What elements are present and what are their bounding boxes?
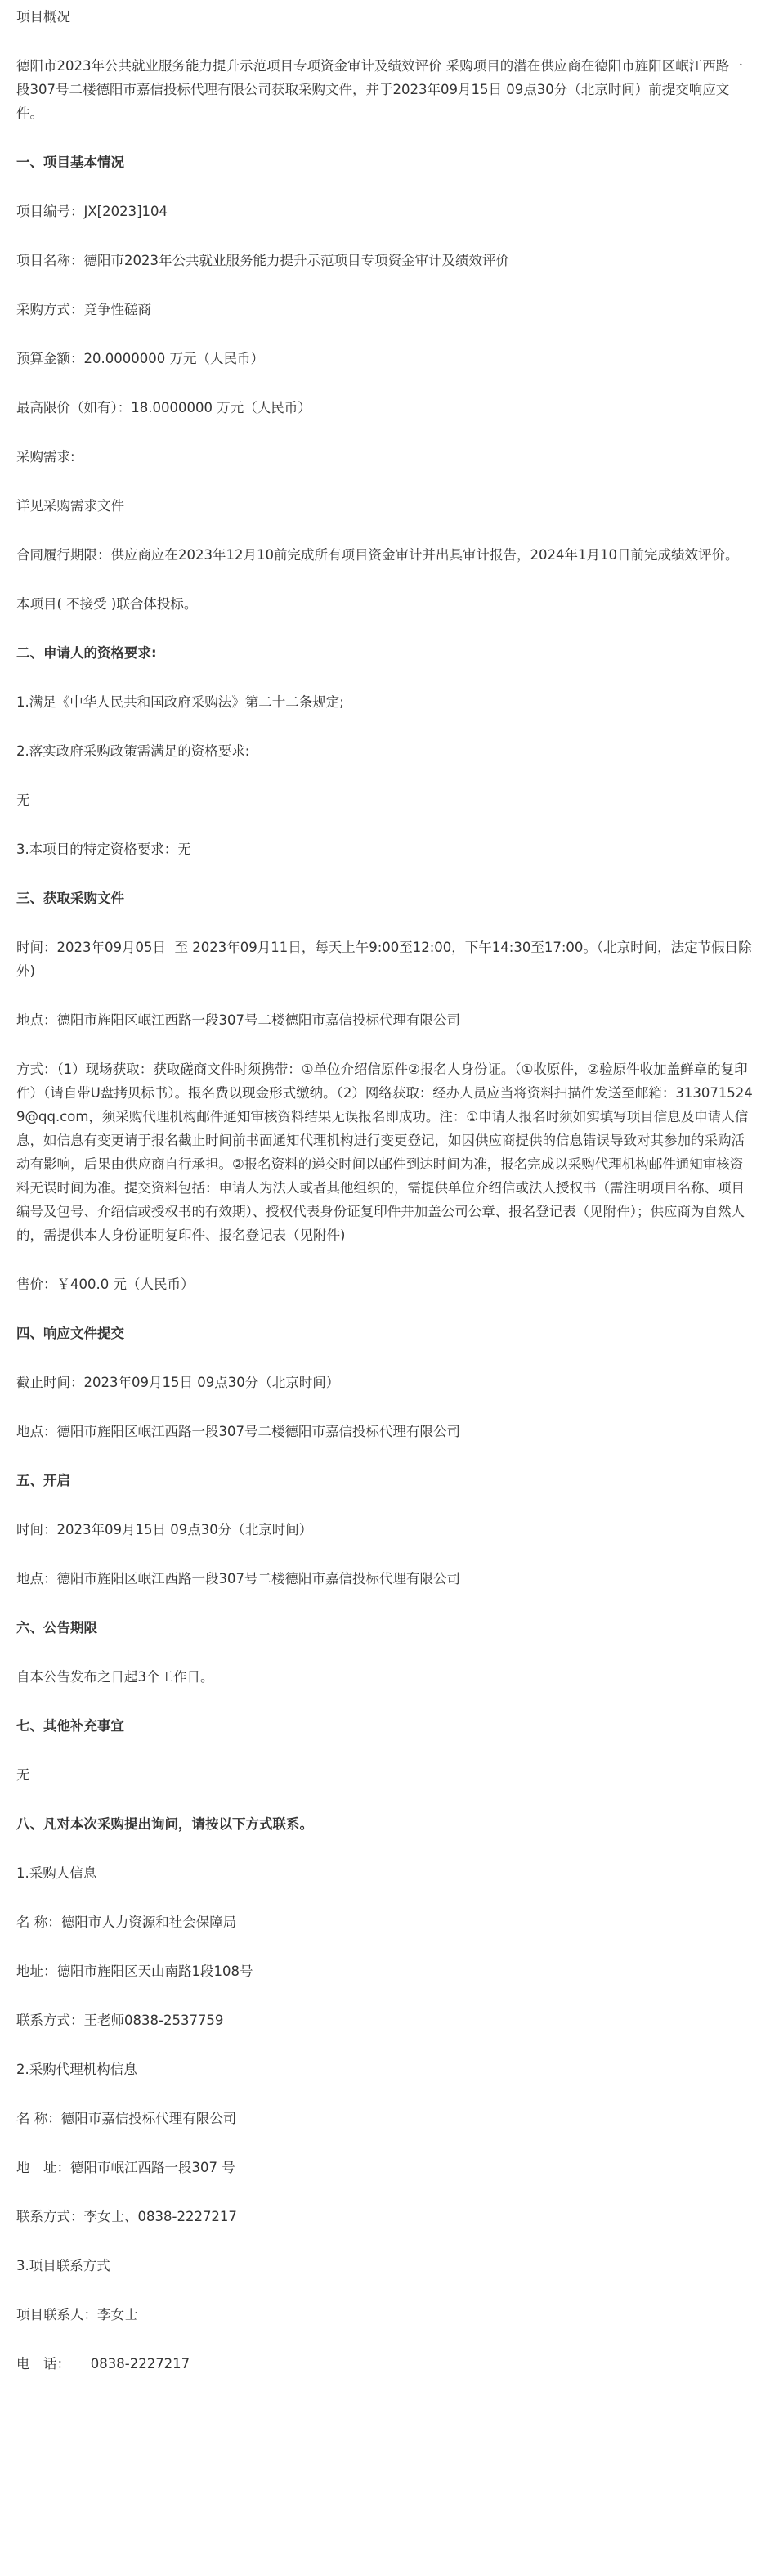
qualification-item-2-value: 无: [16, 792, 30, 808]
supplementary-text: 无: [16, 1767, 30, 1783]
purchaser-title: 1.采购人信息: [16, 1865, 97, 1881]
agency-address: 地 址：德阳市岷江西路一段307 号: [16, 2160, 235, 2175]
section-1-heading: 一、项目基本情况: [16, 155, 124, 170]
qualification-item-1: 1.满足《中华人民共和国政府采购法》第二十二条规定;: [16, 694, 344, 710]
acquisition-time: 时间：2023年09月05日 至 2023年09月11日，每天上午9:00至12:00，下午14:30至17:00。（北京时间，法定节假日除外): [16, 940, 752, 979]
consortium-note: 本项目( 不接受 )联合体投标。: [16, 596, 198, 612]
max-price: 最高限价（如有）：18.0000000 万元（人民币）: [16, 400, 311, 415]
qualification-item-2: 2.落实政府采购政策需满足的资格要求:: [16, 743, 250, 759]
overview-text: 德阳市2023年公共就业服务能力提升示范项目专项资金审计及绩效评价 采购项目的潜在供应商在德阳市旌阳区岷江西路一段307号二楼德阳市嘉信投标代理有限公司获取采购文件，并于2023年09月15日 09点30分（北京时间）前提交响应文件。: [16, 58, 743, 121]
overview-heading: 项目概况: [16, 9, 70, 25]
agency-title: 2.采购代理机构信息: [16, 2062, 137, 2077]
agency-contact: 联系方式：李女士、0838-2227217: [16, 2209, 237, 2224]
announcement-page: [0, 5, 770, 2376]
section-7-heading: 七、其他补充事宜: [16, 1718, 124, 1734]
project-contact-title: 3.项目联系方式: [16, 2258, 110, 2273]
budget-amount: 预算金额：20.0000000 万元（人民币）: [16, 351, 264, 366]
contract-period: 合同履行期限：供应商应在2023年12月10前完成所有项目资金审计并出具审计报告，2024年1月10日前完成绩效评价。: [16, 547, 739, 563]
acquisition-method: 方式：（1）现场获取：获取磋商文件时须携带：①单位介绍信原件②报名人身份证。（①收原件，②验原件收加盖鲜章的复印件）（请自带U盘拷贝标书）。报名费以现金形式缴纳。（2）网络获取：经办人员应当将资料扫描件发送至邮箱：3130715249@qq.com，须采购代理机构邮件通知审核资料结果无误报名即成功。注：①申请人报名时须如实填写项目信息及申请人信息，如信息有变更请于报名截止时间前书面通知代理机构进行变更登记，如因供应商提供的信息错误导致对其参加的采购活动有影响，后果由供应商自行承担。②报名资料的递交时间以邮件到达时间为准，报名完成以采购代理机构邮件通知审核资料无误时间为准。提交资料包括：申请人为法人或者其他组织的，需提供单位介绍信或法人授权书（需注明项目名称、项目编号及包号、介绍信或授权书的有效期）、授权代表身份证复印件并加盖公司公章、报名登记表（见附件）；供应商为自然人的，需提供本人身份证明复印件、报名登记表（见附件): [16, 1061, 753, 1243]
section-5-heading: 五、开启: [16, 1473, 70, 1488]
document-price: 售价：￥400.0 元（人民币）: [16, 1277, 195, 1292]
opening-place: 地点：德阳市旌阳区岷江西路一段307号二楼德阳市嘉信投标代理有限公司: [16, 1571, 460, 1586]
section-2-heading: 二、申请人的资格要求:: [16, 645, 157, 661]
project-name: 项目名称：德阳市2023年公共就业服务能力提升示范项目专项资金审计及绩效评价: [16, 253, 509, 268]
project-number: 项目编号：JX[2023]104: [16, 204, 168, 219]
demand-text: 详见采购需求文件: [16, 498, 124, 514]
agency-name: 名 称：德阳市嘉信投标代理有限公司: [16, 2111, 237, 2126]
contact-phone: 电 话： 0838-2227217: [16, 2356, 190, 2372]
notice-period: 自本公告发布之日起3个工作日。: [16, 1669, 214, 1685]
purchaser-address: 地址：德阳市旌阳区天山南路1段108号: [16, 1963, 253, 1979]
project-contact-person: 项目联系人：李女士: [16, 2307, 138, 2322]
submission-place: 地点：德阳市旌阳区岷江西路一段307号二楼德阳市嘉信投标代理有限公司: [16, 1424, 460, 1439]
submission-deadline: 截止时间：2023年09月15日 09点30分（北京时间）: [16, 1375, 340, 1390]
purchaser-name: 名 称：德阳市人力资源和社会保障局: [16, 1914, 237, 1930]
qualification-item-3: 3.本项目的特定资格要求：无: [16, 841, 191, 857]
section-8-heading: 八、凡对本次采购提出询问，请按以下方式联系。: [16, 1816, 313, 1832]
purchaser-contact: 联系方式：王老师0838-2537759: [16, 2013, 224, 2028]
acquisition-place: 地点：德阳市旌阳区岷江西路一段307号二楼德阳市嘉信投标代理有限公司: [16, 1012, 460, 1028]
section-3-heading: 三、获取采购文件: [16, 891, 124, 906]
section-6-heading: 六、公告期限: [16, 1620, 97, 1636]
demand-label: 采购需求:: [16, 449, 75, 464]
procurement-method: 采购方式：竞争性磋商: [16, 302, 151, 317]
section-4-heading: 四、响应文件提交: [16, 1326, 124, 1341]
opening-time: 时间：2023年09月15日 09点30分（北京时间）: [16, 1522, 313, 1537]
